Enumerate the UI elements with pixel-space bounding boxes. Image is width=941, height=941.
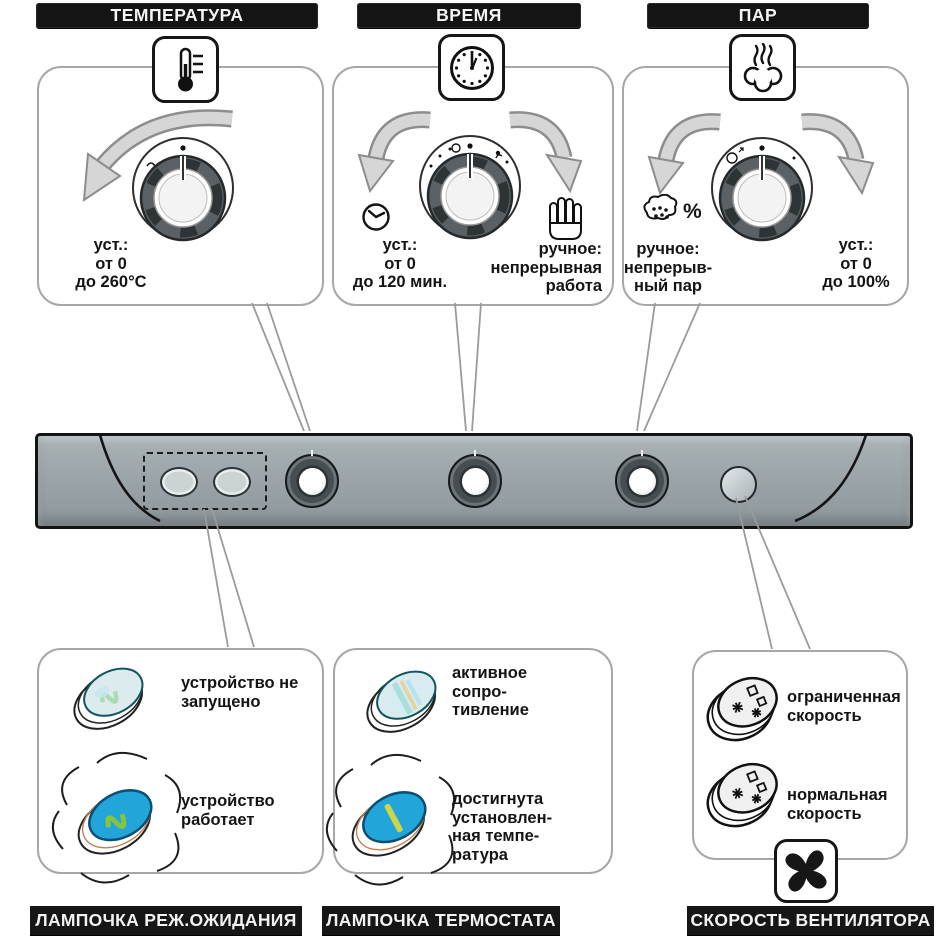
steam-knob-illustration bbox=[702, 136, 822, 256]
steam-range-text: уст.: от 0 до 100% bbox=[822, 236, 890, 292]
thermostat-lamp-off-illustration bbox=[350, 655, 460, 739]
knob-cap bbox=[462, 468, 489, 495]
steam-icon bbox=[729, 34, 796, 101]
fan-limited-speed-text: ограниченная скорость bbox=[787, 688, 901, 725]
hand-manual-icon bbox=[543, 192, 589, 242]
knob-index-mark bbox=[641, 450, 643, 456]
standby-lamp-on-illustration bbox=[44, 742, 194, 892]
knob-index-mark bbox=[474, 450, 476, 456]
thermometer-icon bbox=[152, 36, 219, 103]
knob-index-mark bbox=[311, 450, 313, 456]
standby-off-text: устройство не запущено bbox=[181, 674, 299, 711]
standby-footer-label bbox=[30, 906, 302, 935]
fan-blade-icon bbox=[774, 839, 838, 903]
panel-standby-lamp-1 bbox=[160, 467, 198, 497]
panel-fan-speed-button[interactable] bbox=[720, 466, 757, 503]
time-header bbox=[357, 3, 581, 28]
steam-percent-glyph: % bbox=[683, 200, 702, 223]
standby-footer-text: ЛАМПОЧКА РЕЖ.ОЖИДАНИЯ bbox=[35, 910, 297, 930]
thermostat-off-text: активное сопро- тивление bbox=[452, 664, 529, 720]
steam-header-label: ПАР bbox=[738, 5, 778, 25]
temperature-header-label: ТЕМПЕРАТУРА bbox=[110, 5, 244, 25]
fan-footer-text: СКОРОСТЬ ВЕНТИЛЯТОРА bbox=[690, 910, 931, 930]
clock-icon bbox=[438, 34, 505, 101]
thermostat-on-text: достигнута установлен- ная темпе- ратура bbox=[452, 790, 553, 864]
standby-on-text: устройство работает bbox=[181, 792, 275, 829]
thermostat-footer-text: ЛАМПОЧКА ТЕРМОСТАТА bbox=[326, 910, 556, 930]
temperature-range-text: уст.: от 0 до 260°C bbox=[75, 236, 147, 292]
panel-knob-time[interactable] bbox=[448, 454, 502, 508]
knob-cap bbox=[629, 468, 656, 495]
panel-standby-lamp-2 bbox=[213, 467, 251, 497]
time-manual-text: ручное: непрерывная работа bbox=[490, 240, 602, 296]
panel-knob-steam[interactable] bbox=[615, 454, 669, 508]
time-range-text: уст.: от 0 до 120 мин. bbox=[352, 236, 448, 292]
timer-clock-icon bbox=[360, 201, 392, 233]
thermostat-footer-label bbox=[322, 906, 560, 935]
fan-normal-speed-button-illustration bbox=[697, 748, 795, 832]
steam-manual-text: ручное: непрерыв- ный пар bbox=[623, 240, 713, 296]
fan-normal-speed-text: нормальная скорость bbox=[787, 786, 888, 823]
fan-limited-speed-button-illustration bbox=[697, 662, 795, 746]
panel-knob-temperature[interactable] bbox=[285, 454, 339, 508]
temperature-header bbox=[36, 3, 318, 28]
steam-droplets-icon bbox=[636, 194, 684, 236]
thermostat-lamp-on-illustration bbox=[318, 744, 468, 894]
standby-lamp-off-illustration bbox=[57, 652, 167, 736]
time-header-label: ВРЕМЯ bbox=[436, 5, 502, 25]
steam-header bbox=[647, 3, 869, 28]
knob-cap bbox=[299, 468, 326, 495]
fan-footer-label bbox=[687, 906, 934, 935]
